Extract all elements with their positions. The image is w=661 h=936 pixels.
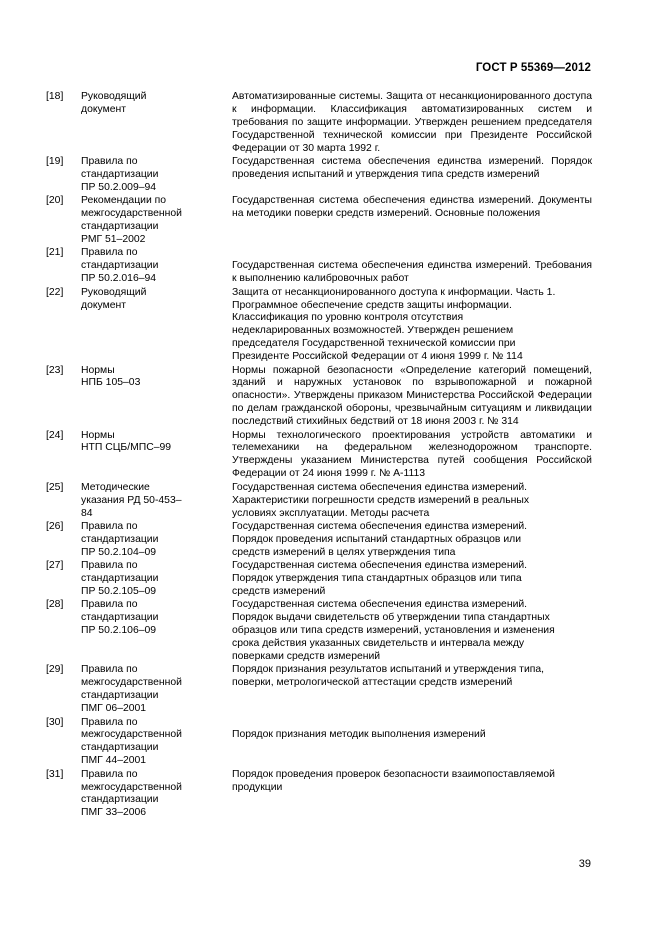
reference-row [46,287,592,364]
reference-document-type: Руководящий документ [81,91,147,115]
reference-document-type: Правила по стандартизации ПР 50.2.016–94 [81,247,159,285]
reference-row [46,156,592,195]
reference-title: Государственная система обеспечения единства измерений. Порядок утверждения типа стандартных образцов или типа средств измерений [232,560,528,597]
reference-document-type: Нормы НПБ 105–03 [81,364,141,389]
reference-row [46,195,592,247]
reference-title: Государственная система обеспечения единства измерений. Порядок выдачи свидетельств об утверждении типа стандартных образцов или типа средств измерений, установления и изменения срока действия указанных свидетельств и интервала между поверками средств измерений [232,599,555,662]
reference-row [46,482,592,521]
reference-title: Государственная система обеспечения единства измерений. Требования к выполнению калибровочных работ [232,260,592,285]
reference-title: Порядок признания результатов испытаний и утверждения типа, поверки, метрологической аттестации средств измерений [232,664,545,689]
reference-row [46,247,592,286]
reference-number: [20] [46,195,64,207]
reference-document-type: Рекомендации по межгосударственной стандартизации РМГ 51–2002 [81,195,182,245]
reference-number: [25] [46,481,64,493]
reference-number: [21] [46,247,64,259]
reference-row [46,91,592,156]
reference-document-type: Методические указания РД 50-453– 84 [81,481,182,519]
reference-title: Нормы пожарной безопасности «Определение категорий помещений, зданий и наружных установок по взрывопожарной и пожарной опасности». Утверждены приказом Министерства Российской Федерации по делам гражданской обороны, чрезвычайным ситуациям и ликвидации последствий стихийных бедствий от 18 июня 2003 г. № 314 [232,364,592,428]
reference-number: [28] [46,599,64,611]
reference-title: Государственная система обеспечения единства измерений. Порядок проведения испытаний стандартных образцов или средств измерений в целях утверждения типа [232,520,528,558]
standard-header: ГОСТ Р 55369—2012 [475,62,591,74]
reference-title: Порядок проведения проверок безопасности взаимопоставляемой продукции [232,768,555,793]
reference-row [46,560,592,599]
reference-row [46,769,592,821]
reference-document-type: Правила по стандартизации ПР 50.2.104–09 [81,520,159,558]
reference-document-type: Правила по межгосударственной стандартизации ПМГ 33–2006 [81,768,182,819]
reference-row [46,521,592,560]
page-number: 39 [578,858,591,870]
reference-number: [31] [46,768,64,780]
reference-title: Защита от несанкционированного доступа к информации. Часть 1. Программное обеспечение средств защиты информации. Классификация по уровню контроля отсутствия недекларированных возможностей. Утвержден решением председателя Государственной технической комиссии при Президенте Российской Федерации от 4 июня 1999 г. № 114 [232,286,556,363]
reference-document-type: Правила по межгосударственной стандартизации ПМГ 06–2001 [81,664,182,715]
reference-title: Государственная система обеспечения единства измерений. Документы на методики поверки средств измерений. Основные положения [232,195,592,220]
reference-title: Порядок признания методик выполнения измерений [232,729,486,741]
reference-number: [24] [46,429,64,441]
reference-number: [22] [46,286,64,298]
reference-title: Государственная система обеспечения единства измерений. Характеристики погрешности средств измерений в реальных условиях эксплуатации. Методы расчета [232,481,530,519]
reference-document-type: Правила по стандартизации ПР 50.2.105–09 [81,560,159,597]
reference-title: Нормы технологического проектирования устройств автоматики и телемеханики на федеральном железнодорожном транспорте. Утверждены указанием Министерства путей сообщения Российской Федерации от 24 июня 1999 г. № А-1113 [232,429,592,480]
reference-document-type: Нормы НТП СЦБ/МПС–99 [81,429,172,454]
reference-number: [18] [46,91,64,102]
reference-row [46,365,592,430]
reference-title: Автоматизированные системы. Защита от несанкционированного доступа к информации. Классификация автоматизированных систем и требования по защите информации. Утвержден решением председателя Государственной технической комиссии при Президенте Российской Федерации от 30 марта 1992 г. [232,91,592,154]
reference-row [46,664,592,716]
reference-number: [27] [46,560,64,572]
reference-row [46,717,592,769]
reference-number: [19] [46,156,64,168]
reference-document-type: Правила по межгосударственной стандартизации ПМГ 44–2001 [81,716,182,767]
reference-title: Государственная система обеспечения единства измерений. Порядок проведения испытаний и утверждения типа средств измерений [232,156,592,180]
reference-row [46,430,592,482]
reference-number: [29] [46,664,64,676]
references-list [46,91,592,821]
reference-number: [30] [46,716,64,728]
reference-number: [23] [46,364,64,376]
reference-document-type: Руководящий документ [81,286,147,311]
reference-number: [26] [46,520,64,532]
reference-row [46,599,592,664]
reference-document-type: Правила по стандартизации ПР 50.2.106–09 [81,599,159,637]
reference-document-type: Правила по стандартизации ПР 50.2.009–94 [81,156,159,193]
